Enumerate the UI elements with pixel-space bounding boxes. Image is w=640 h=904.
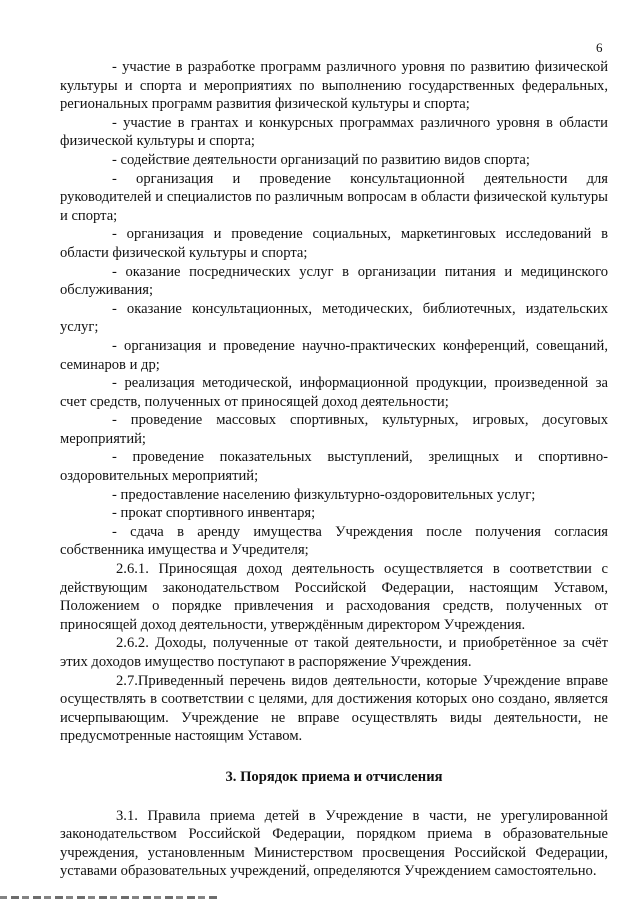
scan-edge-artifact (0, 896, 220, 899)
list-item: - содействие деятельности организаций по развитию видов спорта; (112, 151, 530, 168)
list-item: - предоставление населению физкультурно-оздоровительных услуг; (112, 486, 536, 503)
list-item: - организация и проведение социальных, маркетинговых исследований в области физической культуры и спорта; (60, 226, 608, 261)
list-item: - оказание посреднических услуг в организации питания и медицинского обслуживания; (60, 263, 608, 299)
list-item: - прокат спортивного инвентаря; (112, 505, 316, 522)
list-item: - сдача в аренду имущества Учреждения после получения согласия собственника имущества и Учредителя; (60, 523, 608, 559)
list-item: - реализация методической, информационной продукции, произведенной за счет средств, полученных от приносящей доход деятельности; (60, 375, 608, 410)
list-item: - участие в грантах и конкурсных программах различного уровня в области физической культуры и спорта; (60, 114, 608, 150)
clause-2-6-1: 2.6.1. Приносящая доход деятельность осуществляется в соответствии с действующим законодательством Российской Федерации, настоящим Уставом, Положением о порядке привлечения и расходования средств, полученных от приносящей доход деятельности, утверждённым директором Учреждения. (60, 561, 608, 633)
list-item: - участие в разработке программ различного уровня по развитию физической культуры и спорта и мероприятиях по выполнению государственных федеральных, региональных программ развития физической культуры и спорта; (60, 59, 608, 113)
list-item: - организация и проведение научно-практических конференций, совещаний, семинаров и др; (60, 337, 608, 373)
page-number: 6 (596, 40, 603, 55)
list-item: - проведение показательных выступлений, зрелищных и спортивно-оздоровительных мероприятий; (60, 449, 608, 485)
list-item: - проведение массовых спортивных, культурных, игровых, досуговых мероприятий; (60, 412, 608, 447)
document-body (60, 58, 608, 881)
clause-2-6-2: 2.6.2. Доходы, полученные от такой деятельности, и приобретённое за счёт этих доходов имущество поступают в распоряжение Учреждения. (60, 635, 608, 670)
section-heading: 3. Порядок приема и отчисления (225, 768, 443, 785)
clause-3-1: 3.1. Правила приема детей в Учреждение в части, не урегулированной законодательством Российской Федерации, порядком приема в образовательные учреждения, установленным Министерством просвещения Российской Федерации, уставами образовательных учреждений, определяются Учреждением самостоятельно. (60, 807, 608, 880)
list-item: - оказание консультационных, методических, библиотечных, издательских услуг; (60, 300, 608, 336)
clause-2-7: 2.7.Приведенный перечень видов деятельности, которые Учреждение вправе осуществлять в соответствии с целями, для достижения которых оно создано, является исчерпывающим. Учреждение не вправе осуществлять виды деятельности, не предусмотренные настоящим Уставом. (60, 672, 608, 745)
list-item: - организация и проведение консультационной деятельности для руководителей и специалистов по различным вопросам в области физической культуры и спорта; (60, 170, 608, 224)
